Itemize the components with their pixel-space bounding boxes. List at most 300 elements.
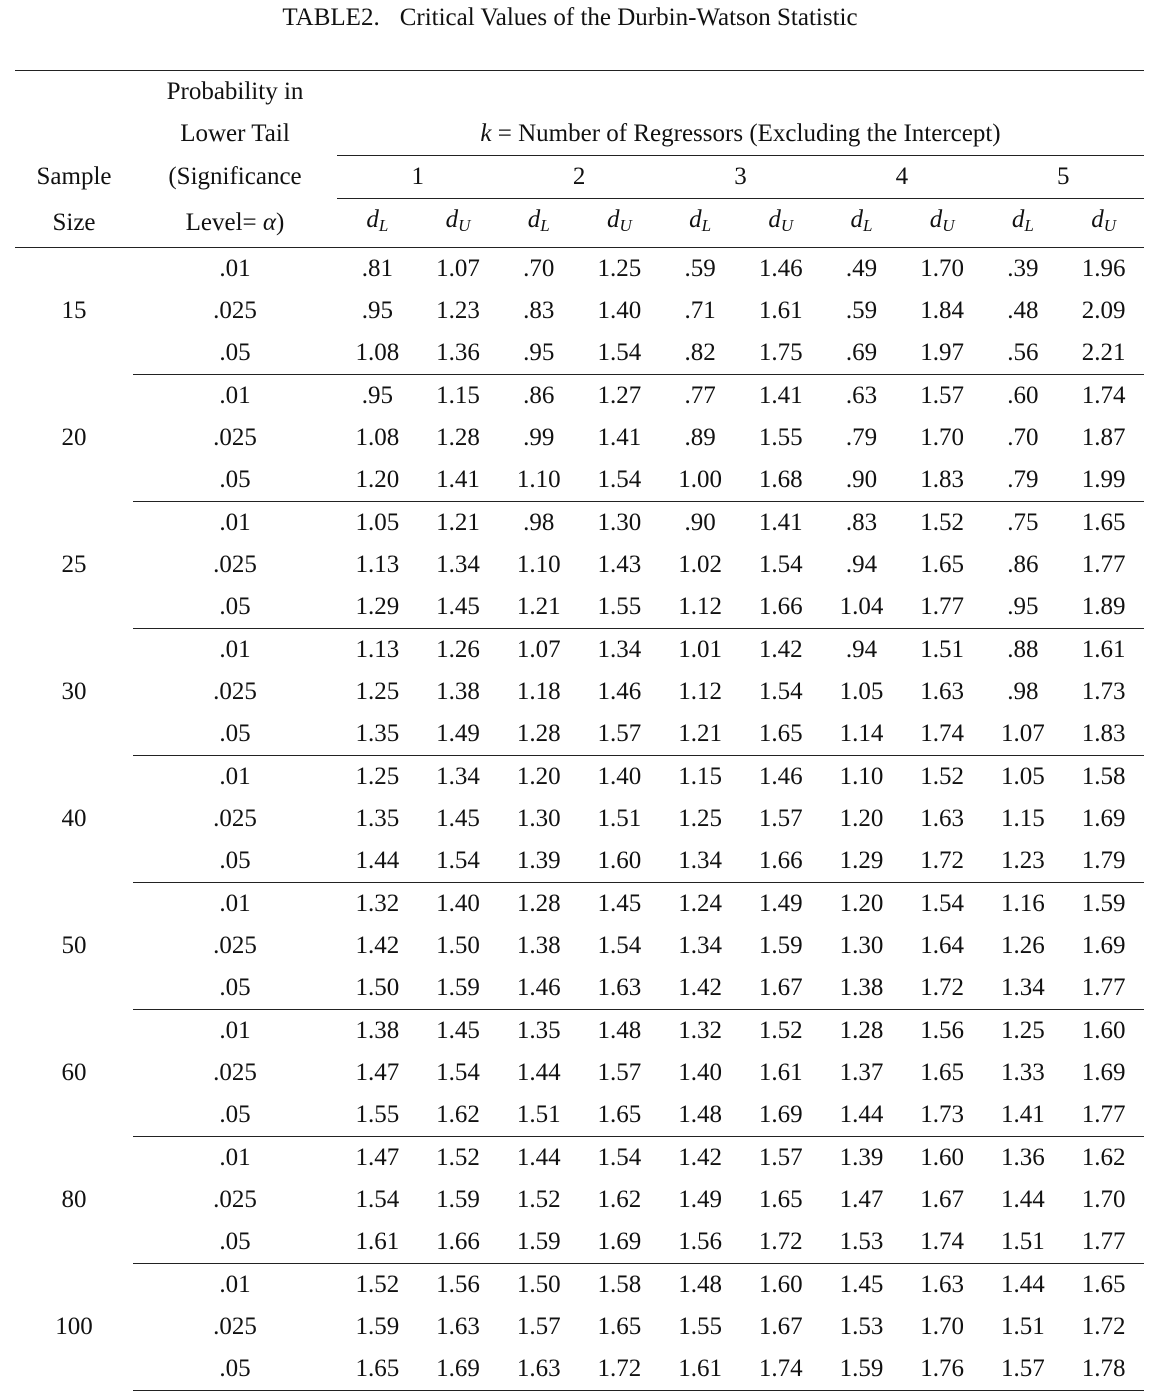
du-value-cell: 1.76	[902, 1348, 983, 1391]
du-value-cell: 1.42	[758, 636, 803, 663]
du-value-cell: 1.83	[1063, 713, 1144, 756]
table-header	[15, 71, 1144, 248]
dl-value-cell: 1.50	[337, 967, 418, 1010]
du-value-cell: 1.72	[902, 967, 983, 1010]
du-value-cell: 1.69	[1081, 805, 1126, 832]
dl-value-cell: 1.32	[678, 1017, 722, 1044]
table-row	[15, 1094, 1144, 1137]
sample-size-cell: 100	[55, 1313, 93, 1340]
dl-value-cell: 1.47	[355, 1059, 400, 1086]
dl-value-cell: .71	[684, 297, 716, 324]
du-value-cell: 1.84	[920, 297, 965, 324]
du-value-cell: 1.25	[597, 255, 642, 282]
du-value-cell: 1.46	[758, 763, 803, 790]
du-value-cell: 1.55	[579, 586, 660, 629]
dl-value-cell: .69	[821, 332, 902, 375]
du-value-cell: 1.65	[597, 1313, 642, 1340]
du-value-cell: 1.66	[740, 840, 821, 883]
dl-value-cell: 1.16	[1000, 890, 1045, 917]
sample-size-cell: 20	[61, 424, 87, 451]
dl-value-cell: .82	[660, 332, 741, 375]
du-value-cell: 1.62	[597, 1186, 642, 1213]
dl-value-cell: .70	[1007, 424, 1039, 451]
dl-value-cell: 1.25	[355, 763, 400, 790]
sample-header-line1: Sample	[36, 163, 112, 190]
dl-value-cell: .98	[1007, 678, 1039, 705]
table-row	[15, 883, 1144, 926]
k-value-3: 3	[660, 156, 821, 199]
du-value-cell: 1.65	[579, 1094, 660, 1137]
du-value-cell: 1.67	[920, 1186, 965, 1213]
prob-header-line2: Lower Tail	[180, 120, 290, 148]
sample-size-cell: 60	[61, 1059, 87, 1086]
sample-size-group	[15, 1137, 1144, 1264]
dl-value-cell: .86	[523, 382, 555, 409]
dl-value-cell: 1.05	[1000, 763, 1045, 790]
dl-value-cell: 1.59	[498, 1221, 579, 1264]
prob-header-line1: Probability in	[133, 71, 337, 114]
du-value-cell: 1.54	[758, 678, 803, 705]
du-value-cell: 1.69	[579, 1221, 660, 1264]
dl-value-cell: 1.30	[516, 805, 561, 832]
du-value-cell: 2.21	[1063, 332, 1144, 375]
probability-cell: .05	[133, 1094, 337, 1137]
dl-value-cell: 1.55	[337, 1094, 418, 1137]
dl-value-cell: 1.44	[1000, 1186, 1045, 1213]
dl-value-cell: 1.13	[355, 636, 400, 663]
dl-value-cell: .95	[983, 586, 1064, 629]
dl-value-cell: .86	[1007, 551, 1039, 578]
probability-cell: .025	[213, 1059, 257, 1086]
du-value-cell: 1.57	[579, 713, 660, 756]
table-row	[15, 586, 1144, 629]
dl-value-cell: .60	[1007, 382, 1039, 409]
du-value-cell: 1.65	[920, 551, 965, 578]
dl-value-cell: 1.08	[337, 332, 418, 375]
dl-value-cell: 1.47	[355, 1144, 400, 1171]
dl-value-cell: 1.34	[983, 967, 1064, 1010]
sample-size-cell: 40	[61, 805, 87, 832]
dl-value-cell: .83	[523, 297, 555, 324]
dl-value-cell: .49	[845, 255, 878, 282]
probability-cell: .025	[213, 424, 257, 451]
k-value-4: 4	[821, 156, 982, 199]
du-value-cell: 1.07	[436, 255, 480, 282]
du-value-cell: 1.70	[920, 255, 965, 282]
du-value-cell: 1.57	[758, 805, 803, 832]
du-value-cell: 1.75	[740, 332, 821, 375]
dl-value-cell: 1.00	[660, 459, 741, 502]
probability-cell: .05	[133, 1348, 337, 1391]
probability-cell: .05	[133, 713, 337, 756]
k-value-1: 1	[337, 156, 498, 199]
du-value-cell: 1.59	[758, 932, 803, 959]
table-row	[15, 756, 1144, 799]
regressors-header-text: = Number of Regressors (Excluding the Intercept)	[491, 120, 1001, 147]
sample-size-cell: 15	[61, 297, 87, 325]
dl-value-cell: 1.10	[498, 459, 579, 502]
probability-cell: .01	[219, 255, 251, 282]
du-value-cell: 1.63	[579, 967, 660, 1010]
du-value-cell: 1.57	[597, 1059, 642, 1086]
probability-cell: .05	[133, 459, 337, 502]
prob-header-line3: (Significance	[168, 163, 302, 190]
dl-value-cell: 1.57	[516, 1313, 561, 1340]
prob-header-line4: Level= α)	[133, 199, 337, 248]
du-value-cell: 1.69	[740, 1094, 821, 1137]
table-row	[15, 1010, 1144, 1053]
dl-value-cell: .59	[845, 297, 878, 324]
du-value-cell: 1.41	[418, 459, 499, 502]
dl-value-cell: 1.07	[983, 713, 1064, 756]
du-value-cell: 1.49	[758, 890, 803, 917]
du-value-cell: 1.55	[758, 424, 803, 451]
du-value-cell: 1.52	[758, 1017, 803, 1044]
dl-value-cell: 1.38	[516, 932, 561, 959]
dl-value-cell: .95	[361, 297, 393, 324]
dl-value-cell: 1.51	[498, 1094, 579, 1137]
du-value-cell: 1.49	[418, 713, 499, 756]
table-row	[15, 459, 1144, 502]
du-value-cell: 1.61	[758, 297, 803, 324]
du-value-cell: 1.62	[1081, 1144, 1126, 1171]
du-value-cell: 1.63	[920, 805, 965, 832]
probability-cell: .025	[213, 678, 257, 705]
table-row	[15, 925, 1144, 967]
dl-value-cell: 1.34	[660, 840, 741, 883]
sample-size-cell: 30	[61, 678, 87, 705]
dl-value-cell: 1.51	[983, 1221, 1064, 1264]
du-value-cell: 1.63	[920, 1271, 965, 1298]
alpha-symbol: α	[262, 208, 277, 236]
du-value-cell: 1.83	[902, 459, 983, 502]
du-value-cell: 1.15	[436, 382, 480, 409]
dl-value-cell: 1.61	[660, 1348, 741, 1391]
table-row	[15, 1052, 1144, 1094]
dl-value-cell: 1.39	[839, 1144, 884, 1171]
du-value-cell: 1.62	[418, 1094, 499, 1137]
dl-value-cell: .75	[1007, 509, 1039, 536]
dl-value-cell: 1.37	[839, 1059, 884, 1086]
du-value-cell: 1.73	[902, 1094, 983, 1137]
dl-header: $d_L$	[660, 199, 741, 248]
dl-value-cell: .88	[1007, 636, 1039, 663]
du-value-cell: 1.69	[418, 1348, 499, 1391]
du-value-cell: 1.69	[1081, 1059, 1126, 1086]
dl-header: $d_L$	[821, 199, 902, 248]
dl-value-cell: 1.10	[516, 551, 561, 578]
dl-value-cell: .90	[684, 509, 716, 536]
du-value-cell: 1.89	[1063, 586, 1144, 629]
dl-value-cell: 1.59	[355, 1313, 400, 1340]
table-row	[15, 840, 1144, 883]
table-row	[15, 1137, 1144, 1180]
dl-value-cell: 1.50	[516, 1271, 561, 1298]
dl-value-cell: .89	[684, 424, 716, 451]
dl-value-cell: .90	[821, 459, 902, 502]
dl-value-cell: 1.26	[1000, 932, 1045, 959]
du-value-cell: 1.56	[920, 1017, 965, 1044]
du-value-cell: 1.54	[418, 840, 499, 883]
dl-value-cell: 1.18	[516, 678, 561, 705]
du-value-cell: 1.65	[1081, 1271, 1126, 1298]
dl-value-cell: .59	[684, 255, 716, 282]
du-value-cell: 1.66	[740, 586, 821, 629]
du-value-cell: 1.87	[1081, 424, 1126, 451]
du-value-cell: 1.59	[1081, 890, 1126, 917]
k-value-5: 5	[983, 156, 1144, 199]
du-value-cell: 1.63	[436, 1313, 480, 1340]
du-value-cell: 1.70	[920, 424, 965, 451]
du-value-cell: 1.41	[758, 382, 803, 409]
dl-value-cell: 1.42	[660, 967, 741, 1010]
table-title	[0, 4, 1140, 32]
dl-header: $d_L$	[498, 199, 579, 248]
probability-cell: .025	[213, 932, 257, 959]
dl-value-cell: .94	[845, 636, 878, 663]
du-value-cell: 1.73	[1081, 678, 1126, 705]
du-value-cell: 1.46	[758, 255, 803, 282]
du-value-cell: 1.72	[740, 1221, 821, 1264]
dl-value-cell: 1.21	[660, 713, 741, 756]
dl-value-cell: 1.56	[660, 1221, 741, 1264]
du-value-cell: 1.23	[436, 297, 480, 324]
dl-value-cell: 1.59	[821, 1348, 902, 1391]
dl-value-cell: .56	[983, 332, 1064, 375]
sample-size-group	[15, 1010, 1144, 1137]
dl-value-cell: 1.25	[1000, 1017, 1045, 1044]
sample-size-group	[15, 248, 1144, 375]
dl-value-cell: 1.05	[355, 509, 400, 536]
du-value-cell: 1.52	[920, 763, 965, 790]
dl-value-cell: .95	[498, 332, 579, 375]
dl-value-cell: .39	[1007, 255, 1039, 282]
du-value-cell: 1.59	[436, 1186, 480, 1213]
dl-value-cell: 1.44	[516, 1059, 561, 1086]
du-value-cell: 1.28	[436, 424, 480, 451]
du-value-cell: 1.27	[597, 382, 642, 409]
du-value-cell: 1.99	[1063, 459, 1144, 502]
probability-cell: .01	[219, 1017, 251, 1044]
du-value-cell: 1.72	[579, 1348, 660, 1391]
du-value-cell: 1.45	[436, 805, 480, 832]
dl-value-cell: .98	[523, 509, 555, 536]
probability-cell: .05	[133, 332, 337, 375]
dl-header: $d_L$	[983, 199, 1064, 248]
table-row	[15, 375, 1144, 418]
du-value-cell: 1.45	[597, 890, 642, 917]
du-value-cell: 1.96	[1081, 255, 1126, 282]
dl-value-cell: 1.20	[337, 459, 418, 502]
dl-value-cell: 1.20	[839, 890, 884, 917]
du-value-cell: 1.57	[920, 382, 965, 409]
sample-size-group	[15, 1264, 1144, 1391]
dl-value-cell: 1.61	[337, 1221, 418, 1264]
du-header: $d_U$	[1063, 199, 1144, 248]
du-value-cell: 1.79	[1063, 840, 1144, 883]
dl-value-cell: 1.44	[337, 840, 418, 883]
dl-value-cell: 1.38	[821, 967, 902, 1010]
du-value-cell: 1.56	[436, 1271, 480, 1298]
du-value-cell: 1.61	[758, 1059, 803, 1086]
dl-value-cell: 1.12	[678, 678, 722, 705]
sample-header-line2: Size	[15, 199, 133, 248]
probability-cell: .05	[133, 967, 337, 1010]
table-row	[15, 1221, 1144, 1264]
table-row	[15, 671, 1144, 713]
du-value-cell: 1.41	[758, 509, 803, 536]
dl-value-cell: .63	[845, 382, 878, 409]
table-row	[15, 1179, 1144, 1221]
du-value-cell: 1.40	[597, 297, 642, 324]
probability-cell: .025	[213, 297, 257, 324]
dl-value-cell: 1.57	[983, 1348, 1064, 1391]
sample-size-cell: 80	[61, 1186, 87, 1213]
du-value-cell: 1.57	[758, 1144, 803, 1171]
table-row	[15, 290, 1144, 332]
probability-cell: .05	[133, 840, 337, 883]
du-value-cell: 1.54	[758, 551, 803, 578]
dl-value-cell: 1.15	[1000, 805, 1045, 832]
probability-cell: .01	[219, 890, 251, 917]
table-row	[15, 1306, 1144, 1348]
dl-value-cell: 1.12	[660, 586, 741, 629]
dl-value-cell: 1.35	[355, 805, 400, 832]
dl-value-cell: 1.49	[678, 1186, 722, 1213]
dl-value-cell: 1.38	[355, 1017, 400, 1044]
k-symbol: k	[480, 120, 492, 147]
du-value-cell: 1.43	[597, 551, 642, 578]
dl-value-cell: 1.44	[1000, 1271, 1045, 1298]
du-value-cell: 1.52	[436, 1144, 480, 1171]
du-value-cell: 1.26	[436, 636, 480, 663]
dl-value-cell: 1.34	[678, 932, 722, 959]
dl-value-cell: 1.07	[516, 636, 561, 663]
du-value-cell: 1.38	[436, 678, 480, 705]
dl-value-cell: 1.42	[355, 932, 400, 959]
du-value-cell: 1.72	[1081, 1313, 1126, 1340]
dl-value-cell: 1.32	[355, 890, 400, 917]
dl-value-cell: 1.45	[839, 1271, 884, 1298]
dl-value-cell: 1.08	[355, 424, 400, 451]
probability-cell: .025	[213, 1186, 257, 1213]
dl-value-cell: .99	[523, 424, 555, 451]
du-value-cell: 1.46	[597, 678, 642, 705]
dl-value-cell: 1.25	[355, 678, 400, 705]
du-value-cell: 1.50	[436, 932, 480, 959]
table-row	[15, 248, 1144, 291]
dl-value-cell: 1.23	[983, 840, 1064, 883]
sample-size-cell: 25	[61, 551, 87, 578]
dl-value-cell: .77	[684, 382, 716, 409]
probability-cell: .01	[219, 636, 251, 663]
sample-size-group	[15, 502, 1144, 629]
dl-value-cell: 1.54	[355, 1186, 400, 1213]
du-value-cell: 1.63	[920, 678, 965, 705]
dl-value-cell: .83	[845, 509, 878, 536]
sample-size-cell: 50	[61, 932, 87, 959]
dl-value-cell: 1.25	[678, 805, 722, 832]
dl-value-cell: 1.40	[678, 1059, 722, 1086]
du-value-cell: 1.40	[436, 890, 480, 917]
dl-value-cell: 1.02	[678, 551, 722, 578]
dl-value-cell: 1.33	[1000, 1059, 1045, 1086]
du-value-cell: 1.70	[920, 1313, 965, 1340]
dl-value-cell: 1.46	[498, 967, 579, 1010]
dl-value-cell: 1.29	[337, 586, 418, 629]
table-row	[15, 629, 1144, 672]
du-value-cell: 1.41	[597, 424, 642, 451]
dl-value-cell: .94	[845, 551, 878, 578]
dl-value-cell: 1.63	[498, 1348, 579, 1391]
dl-value-cell: 1.39	[498, 840, 579, 883]
du-value-cell: 1.65	[920, 1059, 965, 1086]
du-value-cell: 1.65	[1081, 509, 1126, 536]
du-value-cell: 1.66	[418, 1221, 499, 1264]
du-value-cell: 1.60	[579, 840, 660, 883]
du-value-cell: 1.69	[1081, 932, 1126, 959]
dl-value-cell: 1.44	[516, 1144, 561, 1171]
dl-value-cell: 1.36	[1000, 1144, 1045, 1171]
du-value-cell: 1.61	[1081, 636, 1126, 663]
du-value-cell: 1.74	[902, 1221, 983, 1264]
dl-value-cell: 1.55	[678, 1313, 722, 1340]
du-value-cell: 1.77	[1063, 967, 1144, 1010]
dl-value-cell: .79	[983, 459, 1064, 502]
du-value-cell: 1.65	[740, 713, 821, 756]
du-value-cell: 1.74	[740, 1348, 821, 1391]
dl-value-cell: 1.51	[1000, 1313, 1045, 1340]
du-value-cell: 1.77	[1081, 551, 1126, 578]
du-value-cell: 1.51	[920, 636, 965, 663]
probability-cell: .01	[219, 1144, 251, 1171]
du-value-cell: 1.58	[1081, 763, 1126, 790]
dl-value-cell: 1.42	[678, 1144, 722, 1171]
sample-size-group	[15, 375, 1144, 502]
dl-value-cell: 1.14	[821, 713, 902, 756]
du-value-cell: 1.54	[597, 932, 642, 959]
du-value-cell: 1.40	[597, 763, 642, 790]
du-header: $d_U$	[740, 199, 821, 248]
du-value-cell: 2.09	[1081, 297, 1126, 324]
du-value-cell: 1.52	[920, 509, 965, 536]
du-value-cell: 1.45	[418, 586, 499, 629]
probability-cell: .01	[219, 763, 251, 790]
dl-value-cell: 1.53	[839, 1313, 884, 1340]
du-value-cell: 1.60	[920, 1144, 965, 1171]
table-row	[15, 1348, 1144, 1391]
dl-header: $d_L$	[337, 199, 418, 248]
du-value-cell: 1.54	[579, 459, 660, 502]
du-value-cell: 1.60	[758, 1271, 803, 1298]
table-title-label: TABLE2.	[282, 4, 380, 31]
dl-value-cell: 1.20	[516, 763, 561, 790]
probability-cell: .05	[133, 586, 337, 629]
du-value-cell: 1.72	[902, 840, 983, 883]
du-value-cell: 1.68	[740, 459, 821, 502]
durbin-watson-table	[15, 70, 1144, 1391]
du-value-cell: 1.67	[758, 1313, 803, 1340]
probability-cell: .025	[213, 805, 257, 832]
probability-cell: .01	[219, 1271, 251, 1298]
regressors-header	[337, 113, 1144, 156]
du-value-cell: 1.97	[902, 332, 983, 375]
du-value-cell: 1.34	[436, 551, 480, 578]
dl-value-cell: 1.10	[839, 763, 884, 790]
du-value-cell: 1.77	[1063, 1094, 1144, 1137]
dl-value-cell: 1.47	[839, 1186, 884, 1213]
probability-cell: .025	[213, 551, 257, 578]
